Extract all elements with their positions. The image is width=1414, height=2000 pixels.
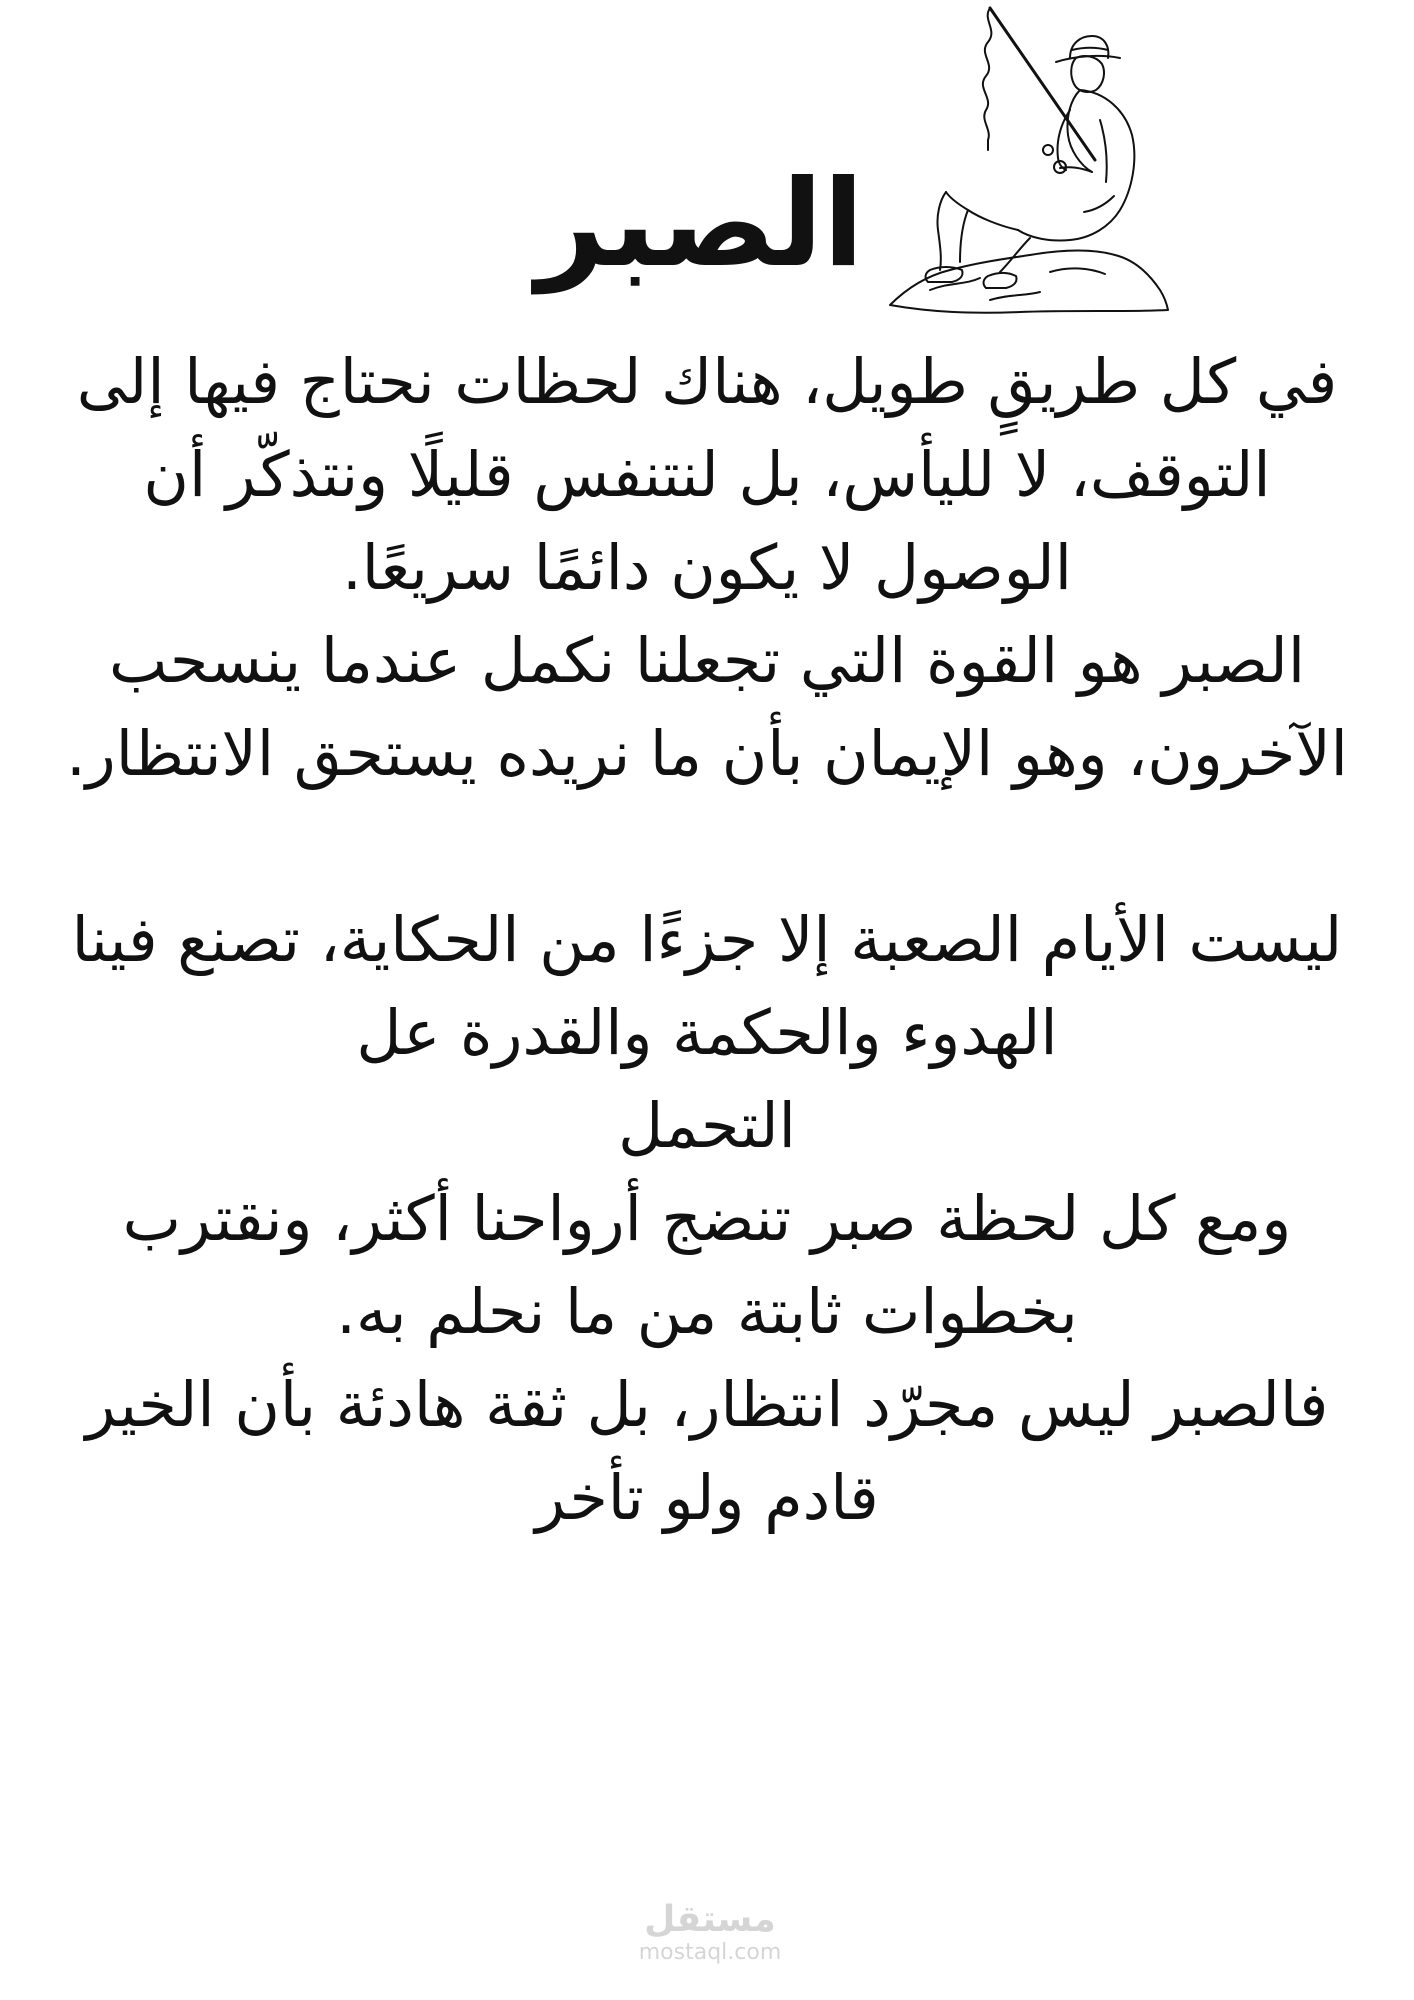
paragraph-4: ومع كل لحظة صبر تنضج أرواحنا أكثر، ونقترب بخطوات ثابتة من ما نحلم به. — [122, 1182, 1292, 1348]
poster-body — [60, 335, 1354, 1544]
watermark — [600, 1900, 820, 1966]
paragraph-5: فالصبر ليس مجرّد انتظار، بل ثقة هادئة بأن الخير قادم ولو تأخر — [85, 1368, 1329, 1534]
paragraph-spacer — [60, 800, 1354, 893]
poster-title: الصبر — [535, 155, 865, 294]
paragraph-2: الصبر هو القوة التي تجعلنا نكمل عندما ينسحب الآخرون، وهو الإيمان بأن ما نريده يستحق الانتظار. — [66, 624, 1348, 790]
watermark-logo: مستقل — [644, 1899, 776, 1940]
watermark-domain: mostaql.com — [638, 1940, 782, 1965]
paragraph-3: ليست الأيام الصعبة إلا جزءًا من الحكاية، تصنع فينا الهدوء والحكمة والقدرة عل — [71, 903, 1343, 1069]
paragraph-1: في كل طريقٍ طويل، هناك لحظات نحتاج فيها إلى التوقف، لا لليأس، بل لنتنفس قليلًا ونتذكّر أن الوصول لا يكون دائمًا سريعًا. — [76, 345, 1338, 604]
paragraph-3-continuation: التحمل — [618, 1089, 796, 1162]
